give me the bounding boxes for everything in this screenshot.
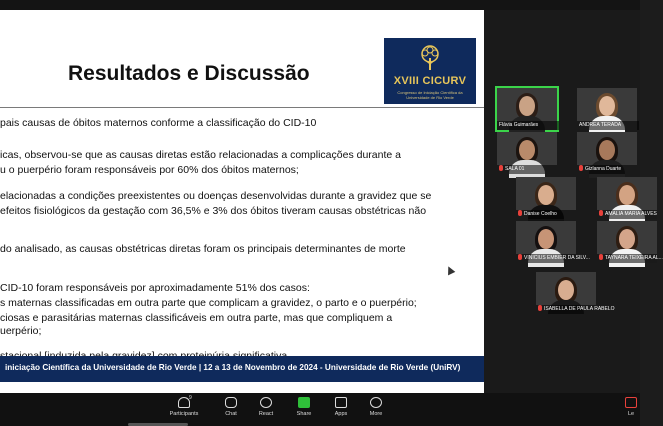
heart-icon (260, 397, 272, 408)
participant-name: Danise Coelho (524, 211, 557, 217)
chat-icon (225, 397, 237, 408)
participants-count: 9 (189, 395, 192, 401)
participant-name-bar (597, 254, 663, 263)
apps-button[interactable] (324, 397, 358, 417)
slide-line: CID-10 foram responsáveis por aproximadamente 51% dos casos: (0, 282, 310, 294)
participant-name: VINICIUS EMBIER DA SILV... (524, 255, 590, 261)
participant-face (599, 96, 615, 116)
event-logo (384, 38, 476, 104)
participant-tile[interactable] (516, 221, 590, 263)
slide-line: efeitos fisiológicos da gestação com 36,5% e 3% dos óbitos tiveram causas obstétricas não (0, 205, 427, 217)
muted-mic-icon (599, 254, 603, 260)
slide-line: do analisado, as causas obstétricas diretas foram os principais determinantes de morte (0, 243, 406, 255)
participant-name-bar (577, 165, 637, 174)
participant-name: ANDREA TERADA (579, 122, 622, 128)
participant-name-bar (536, 305, 615, 314)
top-bar (0, 0, 640, 10)
leave-icon (625, 397, 637, 408)
react-button[interactable] (249, 397, 283, 417)
end-button[interactable] (622, 397, 640, 417)
participant-name-bar (497, 121, 559, 130)
end-label: Le (627, 411, 635, 417)
participant-name-bar (516, 210, 576, 219)
muted-mic-icon (579, 165, 583, 171)
slide-line: u o puerpério foram responsáveis por 60% dos óbitos maternos; (0, 164, 299, 176)
participant-tile[interactable] (597, 221, 663, 263)
participant-name: Flávia Guimarães (499, 122, 539, 128)
participant-name: TAYNARA TEIXEIRA AL... (605, 255, 663, 261)
meeting-toolbar (0, 393, 640, 426)
participant-face (538, 229, 554, 249)
muted-mic-icon (518, 254, 522, 260)
participant-tile[interactable] (536, 272, 615, 314)
apps-label: Apps (334, 411, 348, 417)
muted-mic-icon (599, 210, 603, 216)
chat-label: Chat (225, 411, 237, 417)
participant-face (558, 280, 574, 300)
participants-label: Participants (169, 411, 199, 417)
share-arrow-icon (298, 397, 310, 408)
muted-mic-icon (518, 210, 522, 216)
participant-face (519, 140, 535, 160)
participant-face (538, 185, 554, 205)
chat-button[interactable] (214, 397, 248, 417)
more-button[interactable] (359, 397, 393, 417)
apps-icon (335, 397, 347, 408)
participant-face (619, 185, 635, 205)
participant-name-bar (577, 121, 639, 130)
react-label: React (258, 411, 274, 417)
share-button[interactable] (287, 397, 321, 417)
participant-name-bar (497, 165, 557, 174)
participant-name: ISABELLA DE PAULA RABELO (544, 306, 615, 312)
tree-icon (416, 44, 444, 72)
more-label: More (369, 411, 383, 417)
slide-line: ciosas e parasitárias maternas classificáveis em outra parte, mas que compliquem a (0, 312, 393, 324)
muted-mic-icon (499, 165, 503, 171)
participants-button[interactable] (167, 397, 201, 417)
muted-mic-icon (538, 305, 542, 311)
shared-slide (0, 10, 484, 393)
slide-line: icas, observou-se que as causas diretas estão relacionadas a complicações durante a (0, 149, 401, 161)
participant-name: AMALIA MARIA ALVES (605, 211, 657, 217)
participant-name-bar (597, 210, 657, 219)
participant-face (619, 229, 635, 249)
slide-line: elacionadas a condições preexistentes ou doenças desenvolvidas durante a gravidez que se (0, 190, 432, 202)
logo-subtitle: Congresso de Iniciação Científica da Universidade de Rio Verde (397, 90, 463, 100)
participant-face (519, 96, 535, 116)
title-divider (0, 107, 484, 108)
participant-name-bar (516, 254, 590, 263)
participant-name: SALA 01 (505, 166, 525, 172)
logo-name: XVIII CICURV (393, 75, 467, 87)
participant-face (599, 140, 615, 160)
participant-tile[interactable] (577, 88, 637, 130)
slide-footer (0, 356, 484, 382)
participant-tile[interactable] (597, 177, 657, 219)
participant-tile[interactable] (497, 132, 557, 174)
participant-tile[interactable] (497, 88, 557, 130)
slide-line: uerpério; (0, 325, 42, 337)
footer-text: iniciação Científica da Universidade de Rio Verde | 12 a 13 de Novembro de 2024 - Universidade de Rio Verde (UniRV) (5, 363, 461, 372)
slide-title: Resultados e Discussão (68, 62, 310, 85)
ellipsis-icon (370, 397, 382, 408)
slide-line: pais causas de óbitos maternos conforme a classificação do CID-10 (0, 117, 317, 129)
participant-tile[interactable] (577, 132, 637, 174)
share-label: Share (296, 411, 312, 417)
slide-line: s maternas classificadas em outra parte que complicam a gravidez, o parto e o puerpério; (0, 297, 417, 309)
participant-name: Gizlanna Duarte (585, 166, 622, 172)
participant-tile[interactable] (516, 177, 576, 219)
